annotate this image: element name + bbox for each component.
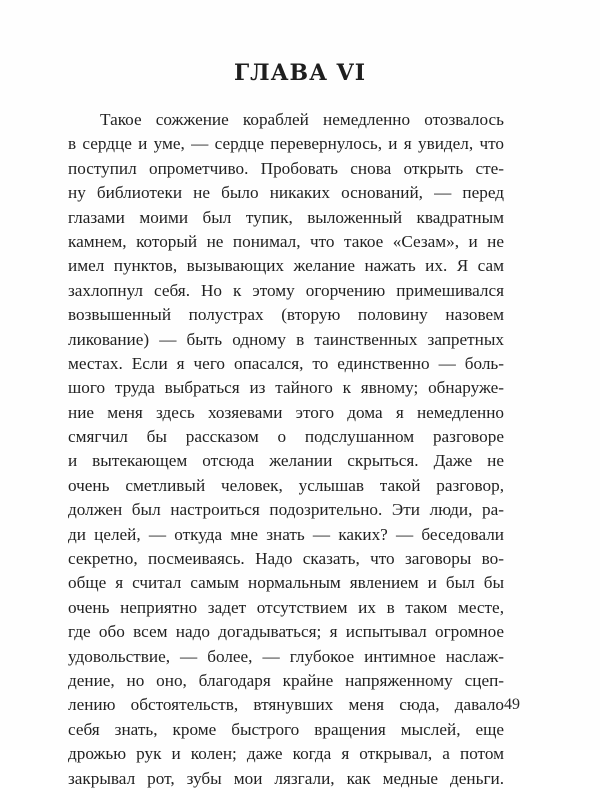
text-line: захлопнул себя. Но к этому огорчению примешивался bbox=[68, 280, 504, 300]
text-line: ну библиотеки не было никаких оснований, — перед bbox=[68, 183, 504, 203]
text-line: обще я считал самым нормальным явлением и был бы bbox=[68, 573, 504, 593]
text-line: поступил опрометчиво. Пробовать снова открыть сте- bbox=[68, 158, 504, 178]
text-line: камнем, который не понимал, что такое «Сезам», и не bbox=[68, 231, 504, 251]
chapter-title: ГЛАВА VI bbox=[233, 60, 367, 86]
text-line: дение, но оно, благодаря крайне напряженному сцеп- bbox=[68, 670, 504, 690]
text-line: ликование) — быть одному в таинственных запретных bbox=[68, 329, 504, 349]
text-line: закрывал рот, зубы мои лязгали, как медные деньги. bbox=[68, 768, 504, 788]
text-line: очень сметливый человек, услышав такой разговор, bbox=[68, 475, 504, 495]
text-line: секретно, посмеиваясь. Надо сказать, что заговоры во- bbox=[68, 549, 504, 569]
text-line: Такое сожжение кораблей немедленно отозвалось bbox=[100, 110, 504, 129]
text-line: где обо всем надо догадываться; я испытывал огромное bbox=[68, 622, 504, 642]
page-number: 49 bbox=[504, 696, 520, 713]
text-line: ние меня здесь хозяевами этого дома я немедленно bbox=[68, 402, 504, 422]
text-line: лению обстоятельств, втянувших меня сюда, давало bbox=[68, 695, 504, 715]
text-line: и вытекающем отсюда желании скрыться. Даже не bbox=[68, 451, 504, 471]
text-line: глазами моими был тупик, выложенный квадратным bbox=[68, 207, 504, 227]
text-line: в сердце и уме, — сердце перевернулось, и я увидел, что bbox=[68, 134, 504, 154]
text-line: себя знать, кроме быстрого вращения мыслей, еще bbox=[68, 719, 504, 739]
text-line: имел пунктов, вызывающих желание нажать их. Я сам bbox=[68, 256, 504, 276]
text-line: местах. Если я чего опасался, то единственно — боль- bbox=[68, 353, 504, 373]
text-line: смягчил бы рассказом о подслушанном разговоре bbox=[68, 427, 504, 447]
text-line: дрожью рук и колен; даже когда я открывал, а потом bbox=[68, 744, 504, 764]
text-line: должен был настроиться подозрительно. Эти люди, ра- bbox=[68, 500, 504, 520]
text-line: очень неприятно задет отсутствием их в таком месте, bbox=[68, 597, 504, 617]
body-text bbox=[68, 108, 504, 791]
text-line: ди целей, — откуда мне знать — каких? — беседовали bbox=[68, 524, 504, 544]
text-line: возвышенный полустрах (вторую половину назовем bbox=[68, 305, 504, 325]
text-line: шого труда выбраться из тайного к явному; обнаруже- bbox=[68, 378, 504, 398]
text-line: удовольствие, — более, — глубокое интимное наслаж- bbox=[68, 646, 504, 666]
